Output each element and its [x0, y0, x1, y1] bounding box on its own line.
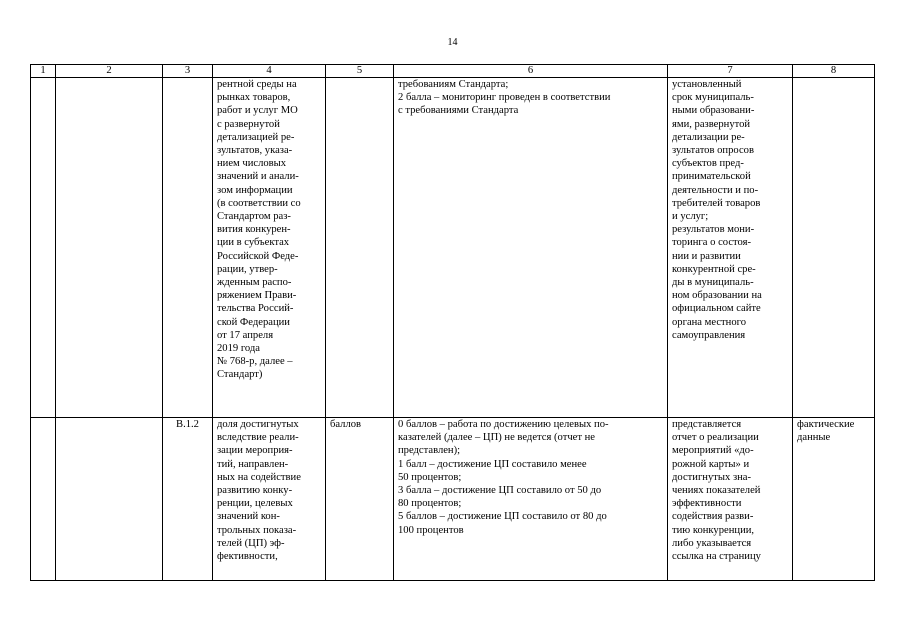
cell-text-line: срок муниципаль-: [672, 92, 754, 104]
cell-text-line: 50 процентов;: [398, 471, 462, 483]
cell-text-line: Стандарт): [217, 369, 263, 381]
cell-text-line: (в соответствии со: [217, 197, 301, 209]
header-cell-8: 8: [793, 65, 875, 78]
cell-text-line: нии и развитии: [672, 250, 741, 262]
cell-text-line: трольных показа-: [217, 524, 297, 536]
header-row: [31, 65, 875, 78]
cell-text-line: от 17 апреля: [217, 329, 274, 341]
cell-text-line: телей (ЦП) эф-: [217, 537, 285, 549]
cell-source: [668, 78, 793, 418]
cell-text-line: представляется: [672, 419, 742, 430]
cell-name: [56, 78, 163, 418]
table-row: [31, 78, 875, 418]
cell-text-line: рынках товаров,: [217, 92, 291, 104]
cell-text-line: установленный: [672, 79, 742, 90]
cell-code: [163, 78, 213, 418]
cell-text-line: казателей (далее – ЦП) не ведется (отчет не: [398, 432, 596, 444]
cell-text-line: отчет о реализации: [672, 432, 759, 444]
cell-text-line: данные: [797, 432, 831, 444]
cell-text-line: рации, утвер-: [217, 263, 278, 275]
cell-text-line: торинга о состоя-: [672, 237, 752, 249]
cell-text-line: с требованиями Стандарта: [398, 105, 519, 117]
cell-text-line: 5 баллов – достижение ЦП составило от 80 до: [398, 511, 607, 523]
cell-text-line: тий, направлен-: [217, 458, 289, 470]
cell-text-line: тельства Россий-: [217, 303, 294, 315]
header-cell-1: 1: [31, 65, 56, 78]
cell-unit: [326, 78, 394, 418]
cell-text-line: жденным распо-: [217, 277, 292, 289]
cell-number: [31, 418, 56, 581]
cell-data-type: [793, 78, 875, 418]
cell-text-line: детализации ре-: [672, 131, 745, 143]
cell-text-line: фактические: [797, 419, 855, 430]
cell-text-line: нием числовых: [217, 158, 287, 170]
cell-text-line: Российской Феде-: [217, 250, 299, 262]
cell-text-line: деятельности и по-: [672, 184, 759, 196]
cell-text-line: 80 процентов;: [398, 498, 462, 510]
cell-text-line: мероприятий «до-: [672, 445, 754, 457]
cell-text-line: доля достигнутых: [217, 419, 299, 430]
cell-text-line: Стандартом раз-: [217, 211, 291, 223]
cell-text-line: принимательской: [672, 171, 751, 183]
cell-text-line: фективности,: [217, 551, 278, 563]
cell-indicator: [213, 418, 326, 581]
cell-unit: баллов: [326, 418, 394, 581]
cell-text-line: ской Федерации: [217, 316, 290, 328]
cell-text-line: зом информации: [217, 184, 293, 196]
cell-text-line: работ и услуг МО: [217, 105, 298, 117]
cell-text-line: значений кон-: [217, 511, 280, 523]
cell-text-line: либо указывается: [672, 537, 752, 549]
cell-text-line: ном образовании на: [672, 290, 762, 302]
cell-text-line: представлен);: [398, 445, 461, 457]
cell-text-line: ции в субъектах: [217, 237, 290, 249]
cell-text-line: ными образовани-: [672, 105, 755, 117]
cell-code: В.1.2: [163, 418, 213, 581]
cell-text-line: вития конкурен-: [217, 224, 291, 236]
header-cell-7: 7: [668, 65, 793, 78]
cell-text-line: достигнутых зна-: [672, 471, 752, 483]
cell-scoring: [394, 78, 668, 418]
cell-text-line: ряжением Прави-: [217, 290, 297, 302]
cell-text-line: органа местного: [672, 316, 747, 328]
header-cell-2: 2: [56, 65, 163, 78]
cell-name: [56, 418, 163, 581]
page-number: 14: [447, 37, 458, 48]
cell-number: [31, 78, 56, 418]
cell-data-type: [793, 418, 875, 581]
cell-text-line: субъектов пред-: [672, 158, 744, 170]
cell-text-line: 100 процентов: [398, 524, 464, 536]
cell-text-line: и услуг;: [672, 211, 709, 223]
header-cell-4: 4: [213, 65, 326, 78]
cell-text-line: ями, развернутой: [672, 118, 751, 130]
cell-text-line: № 768-р, далее –: [217, 356, 293, 368]
cell-source: [668, 418, 793, 581]
header-cell-6: 6: [394, 65, 668, 78]
cell-text-line: 2 балла – мониторинг проведен в соответствии: [398, 92, 611, 104]
cell-text-line: содействия разви-: [672, 511, 754, 523]
cell-text-line: рожной карты» и: [672, 458, 750, 470]
cell-text-line: ссылка на страницу: [672, 551, 761, 563]
cell-text-line: результатов мони-: [672, 224, 755, 236]
cell-scoring: [394, 418, 668, 581]
cell-text-line: требованиям Стандарта;: [398, 79, 509, 90]
cell-text-line: ды в муниципаль-: [672, 277, 754, 289]
cell-text-line: самоуправления: [672, 329, 746, 341]
cell-text-line: зультатов опросов: [672, 145, 754, 157]
cell-text-line: развитию конку-: [217, 485, 293, 497]
cell-text-line: детализацией ре-: [217, 131, 295, 143]
cell-text-line: ренции, целевых: [217, 498, 293, 510]
header-cell-5: 5: [326, 65, 394, 78]
cell-text-line: 2019 года: [217, 343, 261, 355]
cell-text-line: требителей товаров: [672, 197, 761, 209]
cell-text-line: эффективности: [672, 498, 742, 510]
cell-text-line: 3 балла – достижение ЦП составило от 50 до: [398, 485, 602, 497]
cell-text-line: чениях показателей: [672, 485, 761, 497]
cell-text-line: зации мероприя-: [217, 445, 293, 457]
cell-text-line: с развернутой: [217, 118, 280, 130]
cell-text-line: официальном сайте: [672, 303, 761, 315]
header-cell-3: 3: [163, 65, 213, 78]
cell-text-line: конкурентной сре-: [672, 263, 756, 275]
cell-text-line: 1 балл – достижение ЦП составило менее: [398, 458, 587, 470]
cell-text-line: значений и анали-: [217, 171, 299, 183]
cell-indicator: [213, 78, 326, 418]
table-row: [31, 418, 875, 581]
cell-text-line: ных на содействие: [217, 471, 301, 483]
cell-text-line: зультатов, указа-: [217, 145, 293, 157]
cell-text-line: рентной среды на: [217, 79, 297, 90]
cell-text-line: 0 баллов – работа по достижению целевых по-: [398, 419, 609, 430]
cell-text-line: тию конкуренции,: [672, 524, 755, 536]
criteria-table: [30, 64, 875, 581]
cell-text-line: вследствие реали-: [217, 432, 299, 444]
